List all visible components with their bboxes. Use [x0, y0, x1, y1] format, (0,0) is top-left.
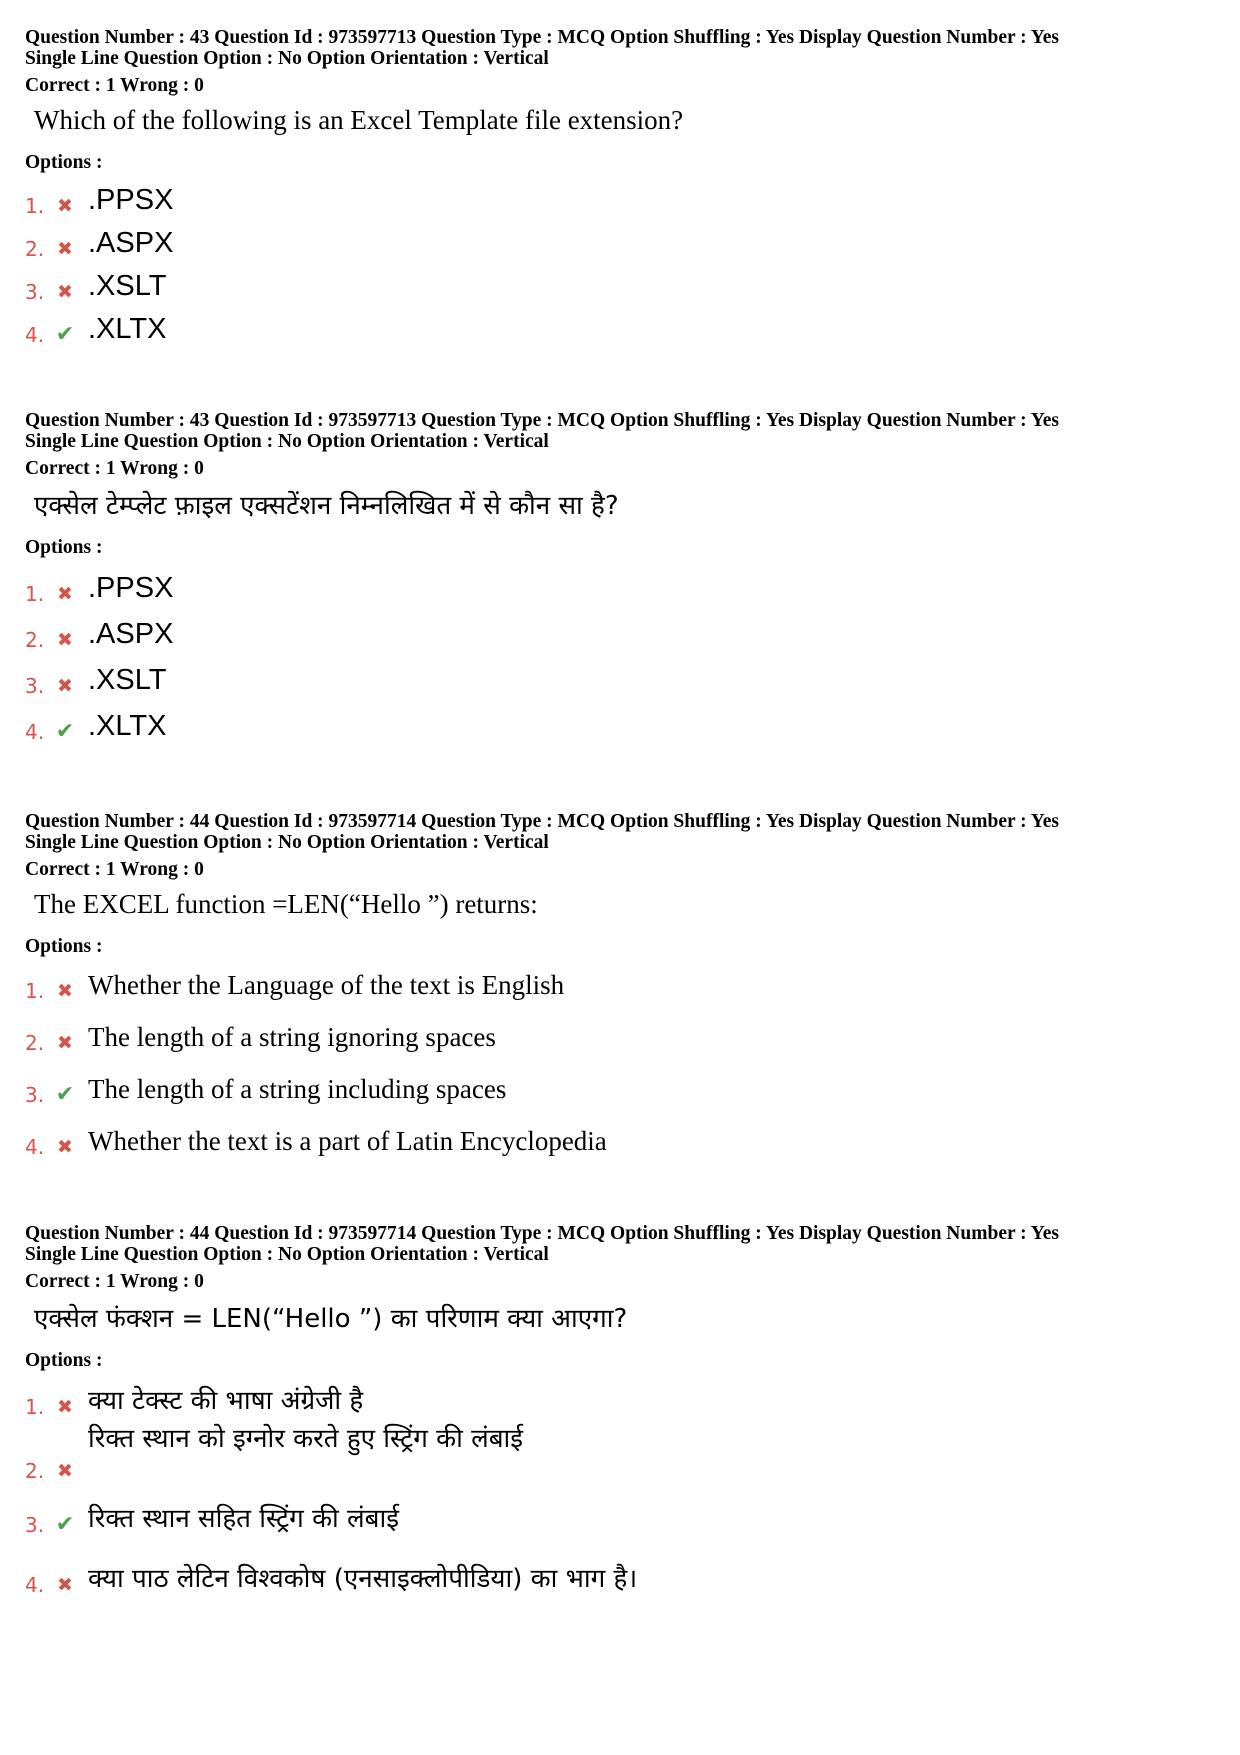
- option-item: [25, 1124, 1215, 1158]
- option-number: 4.: [25, 323, 45, 347]
- option-number: 2.: [25, 1459, 45, 1483]
- option-text: क्या टेक्स्ट की भाषा अंग्रेजी है: [88, 1386, 364, 1416]
- question-meta-line2: Single Line Question Option : No Option Orientation : Vertical: [25, 1244, 549, 1265]
- question-meta-line1: Question Number : 43 Question Id : 973597713 Question Type : MCQ Option Shuffling : Yes Display Question Number : Yes: [25, 27, 1059, 48]
- wrong-mark-icon: ✖: [57, 238, 73, 260]
- question-meta-line2: Single Line Question Option : No Option Orientation : Vertical: [25, 431, 549, 452]
- option-item: [25, 571, 1215, 605]
- question-meta-line2: Single Line Question Option : No Option Orientation : Vertical: [25, 832, 549, 853]
- wrong-mark-icon: ✖: [57, 675, 73, 697]
- option-text: .PPSX: [88, 184, 174, 216]
- correct-check-icon: ✔: [55, 1082, 75, 1107]
- option-number: 4.: [25, 720, 45, 744]
- option-item: [25, 1020, 1215, 1054]
- option-item: [25, 1562, 1215, 1596]
- option-item: [25, 183, 1215, 217]
- wrong-mark-icon: ✖: [57, 1396, 73, 1418]
- option-text: रिक्त स्थान सहित स्ट्रिंग की लंबाई: [88, 1504, 400, 1534]
- option-number: 2.: [25, 1031, 45, 1055]
- question-block: [25, 410, 1215, 743]
- wrong-mark-icon: ✖: [57, 281, 73, 303]
- option-text: The length of a string ignoring spaces: [88, 1022, 496, 1052]
- options-label: Options :: [25, 152, 103, 173]
- question-score: Correct : 1 Wrong : 0: [25, 458, 204, 479]
- correct-check-icon: ✔: [55, 322, 75, 347]
- wrong-mark-icon: ✖: [57, 980, 73, 1002]
- option-item: [25, 226, 1215, 260]
- option-number: 4.: [25, 1135, 45, 1159]
- correct-check-icon: ✔: [55, 719, 75, 744]
- wrong-mark-icon: ✖: [57, 1574, 73, 1596]
- options-label: Options :: [25, 936, 103, 957]
- wrong-mark-icon: ✖: [57, 583, 73, 605]
- options-list: [25, 183, 1215, 346]
- option-text: क्या पाठ लेटिन विश्वकोष (एनसाइक्लोपीडिया) का भाग है।: [88, 1564, 638, 1594]
- question-score: Correct : 1 Wrong : 0: [25, 75, 204, 96]
- option-text: The length of a string including spaces: [88, 1074, 507, 1104]
- option-text: .XSLT: [88, 664, 167, 696]
- question-text: एक्सेल टेम्प्लेट फ़ाइल एक्सटेंशन निम्नलिखित में से कौन सा है?: [34, 491, 619, 521]
- option-text: Whether the text is a part of Latin Encyclopedia: [88, 1126, 607, 1156]
- question-meta-line2: Single Line Question Option : No Option Orientation : Vertical: [25, 48, 549, 69]
- option-item: [25, 269, 1215, 303]
- option-text: .XLTX: [88, 313, 167, 345]
- options-label: Options :: [25, 537, 103, 558]
- option-item: [25, 709, 1215, 743]
- option-item: [25, 663, 1215, 697]
- question-block: [25, 27, 1215, 346]
- option-text: .XSLT: [88, 270, 167, 302]
- wrong-mark-icon: ✖: [57, 1136, 73, 1158]
- option-item: [25, 1072, 1215, 1106]
- options-list: [25, 571, 1215, 743]
- options-label: Options :: [25, 1350, 103, 1371]
- wrong-mark-icon: ✖: [57, 195, 73, 217]
- question-block: [25, 811, 1215, 1158]
- option-number: 3.: [25, 674, 45, 698]
- question-text: एक्सेल फंक्शन = LEN(“Hello ”) का परिणाम क्या आएगा?: [34, 1304, 628, 1334]
- option-number: 1.: [25, 582, 45, 606]
- correct-check-icon: ✔: [55, 1512, 75, 1537]
- options-list: [25, 968, 1215, 1158]
- wrong-mark-icon: ✖: [57, 1032, 73, 1054]
- question-text: Which of the following is an Excel Template file extension?: [34, 105, 684, 135]
- option-item: [25, 968, 1215, 1002]
- wrong-mark-icon: ✖: [57, 629, 73, 651]
- option-number: 3.: [25, 1513, 45, 1537]
- option-number: 2.: [25, 237, 45, 261]
- question-meta-line1: Question Number : 43 Question Id : 973597713 Question Type : MCQ Option Shuffling : Yes Display Question Number : Yes: [25, 410, 1059, 431]
- wrong-mark-icon: ✖: [57, 1460, 73, 1482]
- question-meta-line1: Question Number : 44 Question Id : 973597714 Question Type : MCQ Option Shuffling : Yes Display Question Number : Yes: [25, 811, 1059, 832]
- option-text: रिक्त स्थान को इग्नोर करते हुए स्ट्रिंग की लंबाई: [88, 1424, 524, 1454]
- option-number: 3.: [25, 1083, 45, 1107]
- option-item: [25, 1424, 1215, 1483]
- question-block: [25, 1223, 1215, 1596]
- option-text: .ASPX: [88, 618, 174, 650]
- question-meta-line1: Question Number : 44 Question Id : 973597714 Question Type : MCQ Option Shuffling : Yes Display Question Number : Yes: [25, 1223, 1059, 1244]
- option-item: [25, 1384, 1215, 1418]
- option-number: 1.: [25, 979, 45, 1003]
- option-number: 1.: [25, 1395, 45, 1419]
- option-text: .ASPX: [88, 227, 174, 259]
- options-list: [25, 1384, 1215, 1596]
- question-text: The EXCEL function =LEN(“Hello ”) returns:: [34, 889, 538, 919]
- option-text: .XLTX: [88, 710, 167, 742]
- option-text: Whether the Language of the text is English: [88, 970, 565, 1000]
- option-item: [25, 312, 1215, 346]
- option-number: 1.: [25, 194, 45, 218]
- option-number: 4.: [25, 1573, 45, 1597]
- option-item: [25, 617, 1215, 651]
- question-score: Correct : 1 Wrong : 0: [25, 1271, 204, 1292]
- option-number: 3.: [25, 280, 45, 304]
- question-score: Correct : 1 Wrong : 0: [25, 859, 204, 880]
- option-text: .PPSX: [88, 572, 174, 604]
- option-number: 2.: [25, 628, 45, 652]
- option-item: [25, 1502, 1215, 1536]
